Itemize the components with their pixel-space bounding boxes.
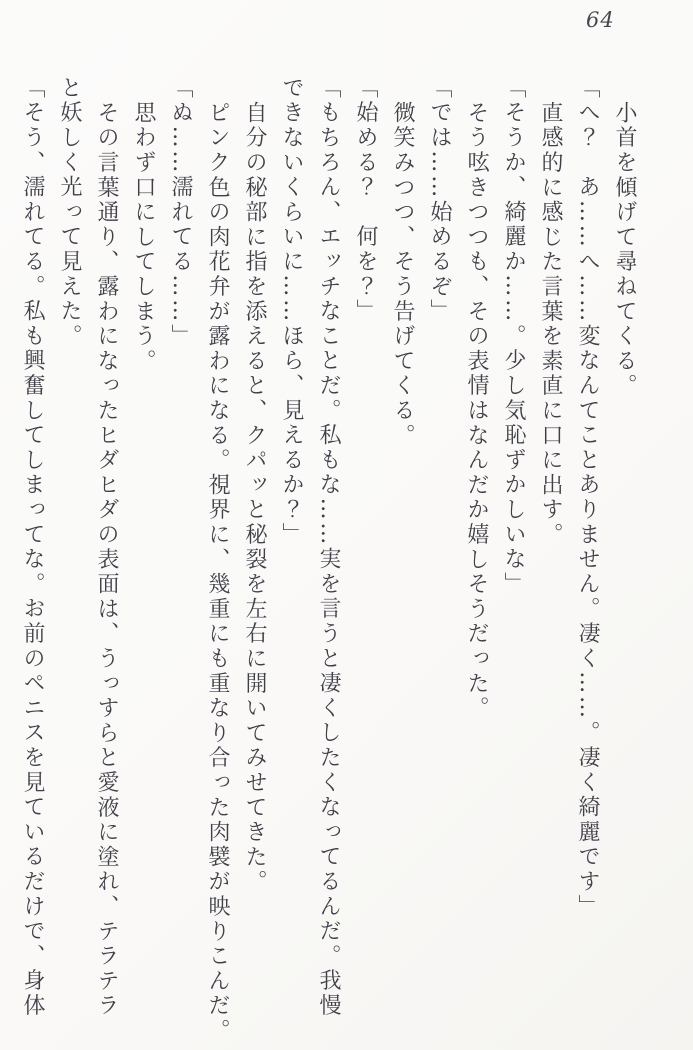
text-column: 「そうか、綺麗か……。少し気恥ずかしいな」 xyxy=(501,76,526,597)
text-column: 「もちろん、エッチなことだ。私もな……実を言うと凄くしたくなってるんだ。我慢 xyxy=(316,76,341,1019)
text-column: 微笑みつつ、そう告げてくる。 xyxy=(390,101,415,449)
text-column: できないくらいに……ほら、見えるか？」 xyxy=(279,76,304,548)
text-column: 小首を傾げて尋ねてくる。 xyxy=(612,101,637,399)
text-column: 思わず口にしてしまう。 xyxy=(131,101,156,374)
text-column: 「そう、濡れてる。私も興奮してしまってな。お前のペニスを見ているだけで、身体 xyxy=(20,76,45,1019)
text-column: 「ぬ……濡れてる……」 xyxy=(168,76,193,349)
text-column: と妖しく光って見えた。 xyxy=(57,76,82,349)
text-column: 直感的に感じた言葉を素直に口に出す。 xyxy=(538,101,563,548)
text-column: その言葉通り、露わになったヒダヒダの表面は、うっすらと愛液に塗れ、テラテラ xyxy=(94,101,119,1019)
text-column: 自分の秘部に指を添えると、クパッと秘裂を左右に開いてみせてきた。 xyxy=(242,101,267,895)
text-column: 「始める？ 何を？」 xyxy=(353,76,378,324)
text-block xyxy=(14,76,643,1044)
text-column: 「へ？ あ……へ……変なんてことありません。凄く……。凄く綺麗です」 xyxy=(575,76,600,920)
text-column: そう呟きつつも、その表情はなんだか嬉しそうだった。 xyxy=(464,101,489,721)
text-column: 「では……始めるぞ」 xyxy=(427,76,452,324)
page-number: 64 xyxy=(586,8,615,32)
text-column: ピンク色の肉花弁が露わになる。視界に、幾重にも重なり合った肉襞が映りこんだ。 xyxy=(205,101,230,1044)
